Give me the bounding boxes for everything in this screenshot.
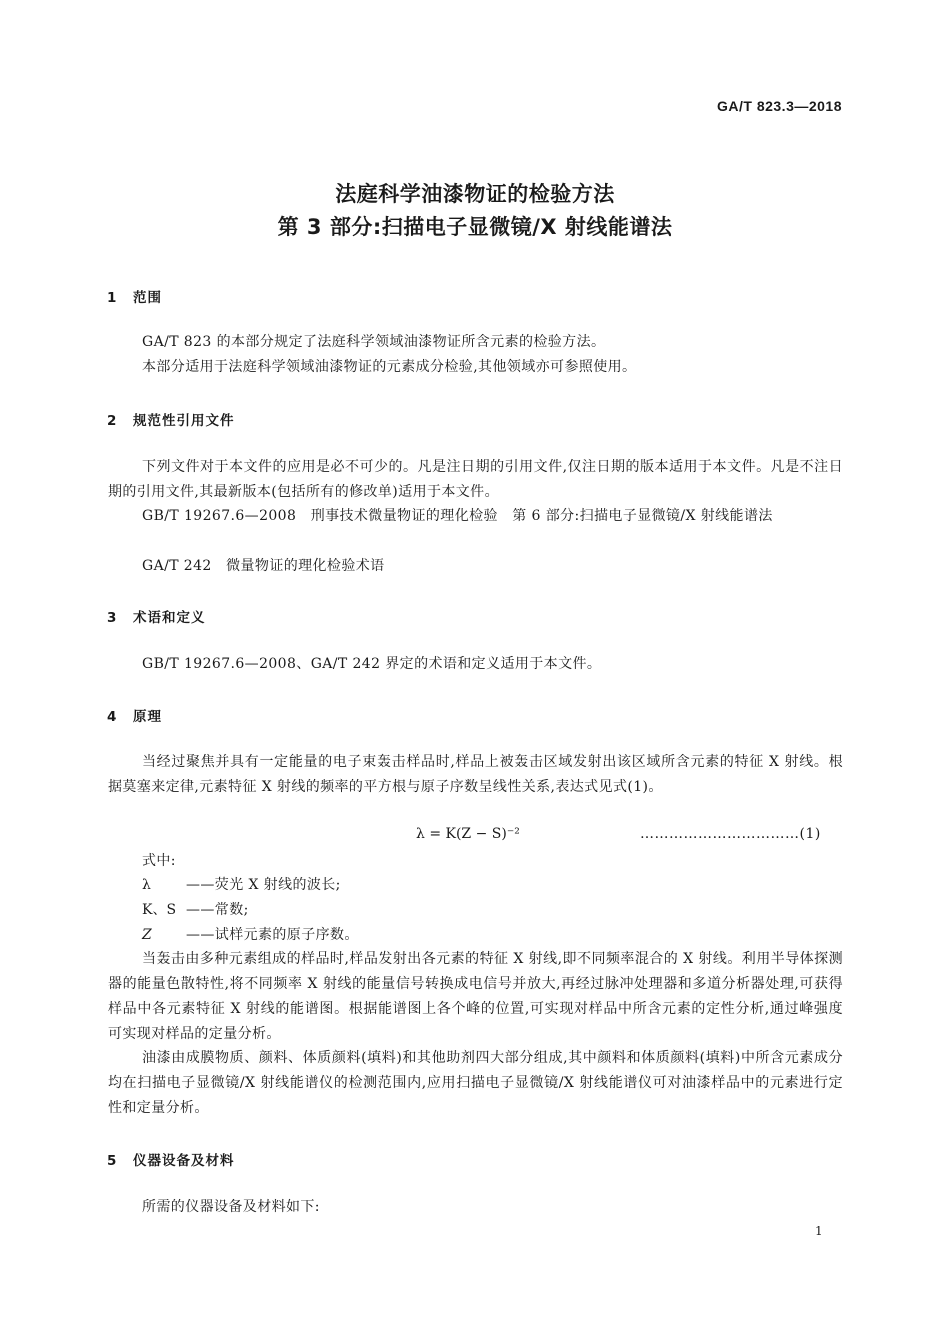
variable-symbol: λ xyxy=(142,877,151,893)
section-heading-1 xyxy=(107,286,162,306)
variable-symbol: Z xyxy=(142,927,152,943)
section-title: 规范性引用文件 xyxy=(133,413,235,429)
variable-symbol: K、S xyxy=(142,902,177,918)
variable-description: ——常数; xyxy=(186,902,249,918)
section-heading-3 xyxy=(107,606,206,626)
paragraph: GB/T 19267.6—2008、GA/T 242 界定的术语和定义适用于本文件。 xyxy=(142,656,602,672)
formula-number: ……………………………(1) xyxy=(640,826,821,842)
variable-description: ——试样元素的原子序数。 xyxy=(186,927,359,943)
where-label: 式中: xyxy=(142,853,176,869)
section-title: 仪器设备及材料 xyxy=(133,1153,235,1169)
section-heading-4 xyxy=(107,705,162,725)
paragraph: 油漆由成膜物质、颜料、体质颜料(填料)和其他助剂四大部分组成,其中颜料和体质颜料(填料)中所含元素成分均在扫描电子显微镜/X 射线能谱仪的检测范围内,应用扫描电子显微镜/X 射线能谱仪可对油漆样品中的元素进行定性和定量分析。 xyxy=(108,1050,843,1116)
paragraph: 当轰击由多种元素组成的样品时,样品发射出各元素的特征 X 射线,即不同频率混合的 X 射线。利用半导体探测器的能量色散特性,将不同频率 X 射线的能量信号转换成电信号并放大,再经过脉冲处理器和多道分析器处理,可获得样品中各元素特征 X 射线的能谱图。根据能谱图上各个峰的位置,可实现对样品中所含元素的定性分析,通过峰强度可实现对样品的定量分析。 xyxy=(108,951,843,1042)
paragraph: 当经过聚焦并具有一定能量的电子束轰击样品时,样品上被轰击区域发射出该区域所含元素的特征 X 射线。根据莫塞来定律,元素特征 X 射线的频率的平方根与原子序数呈线性关系,表达式见式(1)。 xyxy=(108,754,843,795)
paragraph: 本部分适用于法庭科学领域油漆物证的元素成分检验,其他领域亦可参照使用。 xyxy=(142,359,637,375)
section-number: 1 xyxy=(107,290,118,306)
variable-description: ——荧光 X 射线的波长; xyxy=(186,877,341,893)
section-title: 范围 xyxy=(133,290,162,306)
document-subtitle: 第 3 部分:扫描电子显微镜/X 射线能谱法 xyxy=(277,215,673,239)
document-code: GA/T 823.3—2018 xyxy=(716,98,842,114)
document-title: 法庭科学油漆物证的检验方法 xyxy=(335,182,615,206)
reference-item: GA/T 242 微量物证的理化检验术语 xyxy=(142,558,385,574)
section-title: 原理 xyxy=(133,709,162,725)
paragraph: GA/T 823 的本部分规定了法庭科学领域油漆物证所含元素的检验方法。 xyxy=(142,334,606,350)
formula: λ = K(Z − S)⁻² xyxy=(416,826,520,842)
section-title: 术语和定义 xyxy=(133,610,206,626)
paragraph: 所需的仪器设备及材料如下: xyxy=(142,1199,320,1215)
page-number: 1 xyxy=(815,1224,823,1238)
section-number: 2 xyxy=(107,413,118,429)
section-heading-5 xyxy=(107,1149,235,1169)
paragraph: 下列文件对于本文件的应用是必不可少的。凡是注日期的引用文件,仅注日期的版本适用于本文件。凡是不注日期的引用文件,其最新版本(包括所有的修改单)适用于本文件。 xyxy=(108,459,843,500)
section-heading-2 xyxy=(107,409,235,429)
section-number: 3 xyxy=(107,610,118,626)
section-number: 4 xyxy=(107,709,118,725)
section-number: 5 xyxy=(107,1153,118,1169)
reference-item: GB/T 19267.6—2008 刑事技术微量物证的理化检验 第 6 部分:扫描电子显微镜/X 射线能谱法 xyxy=(142,508,773,524)
